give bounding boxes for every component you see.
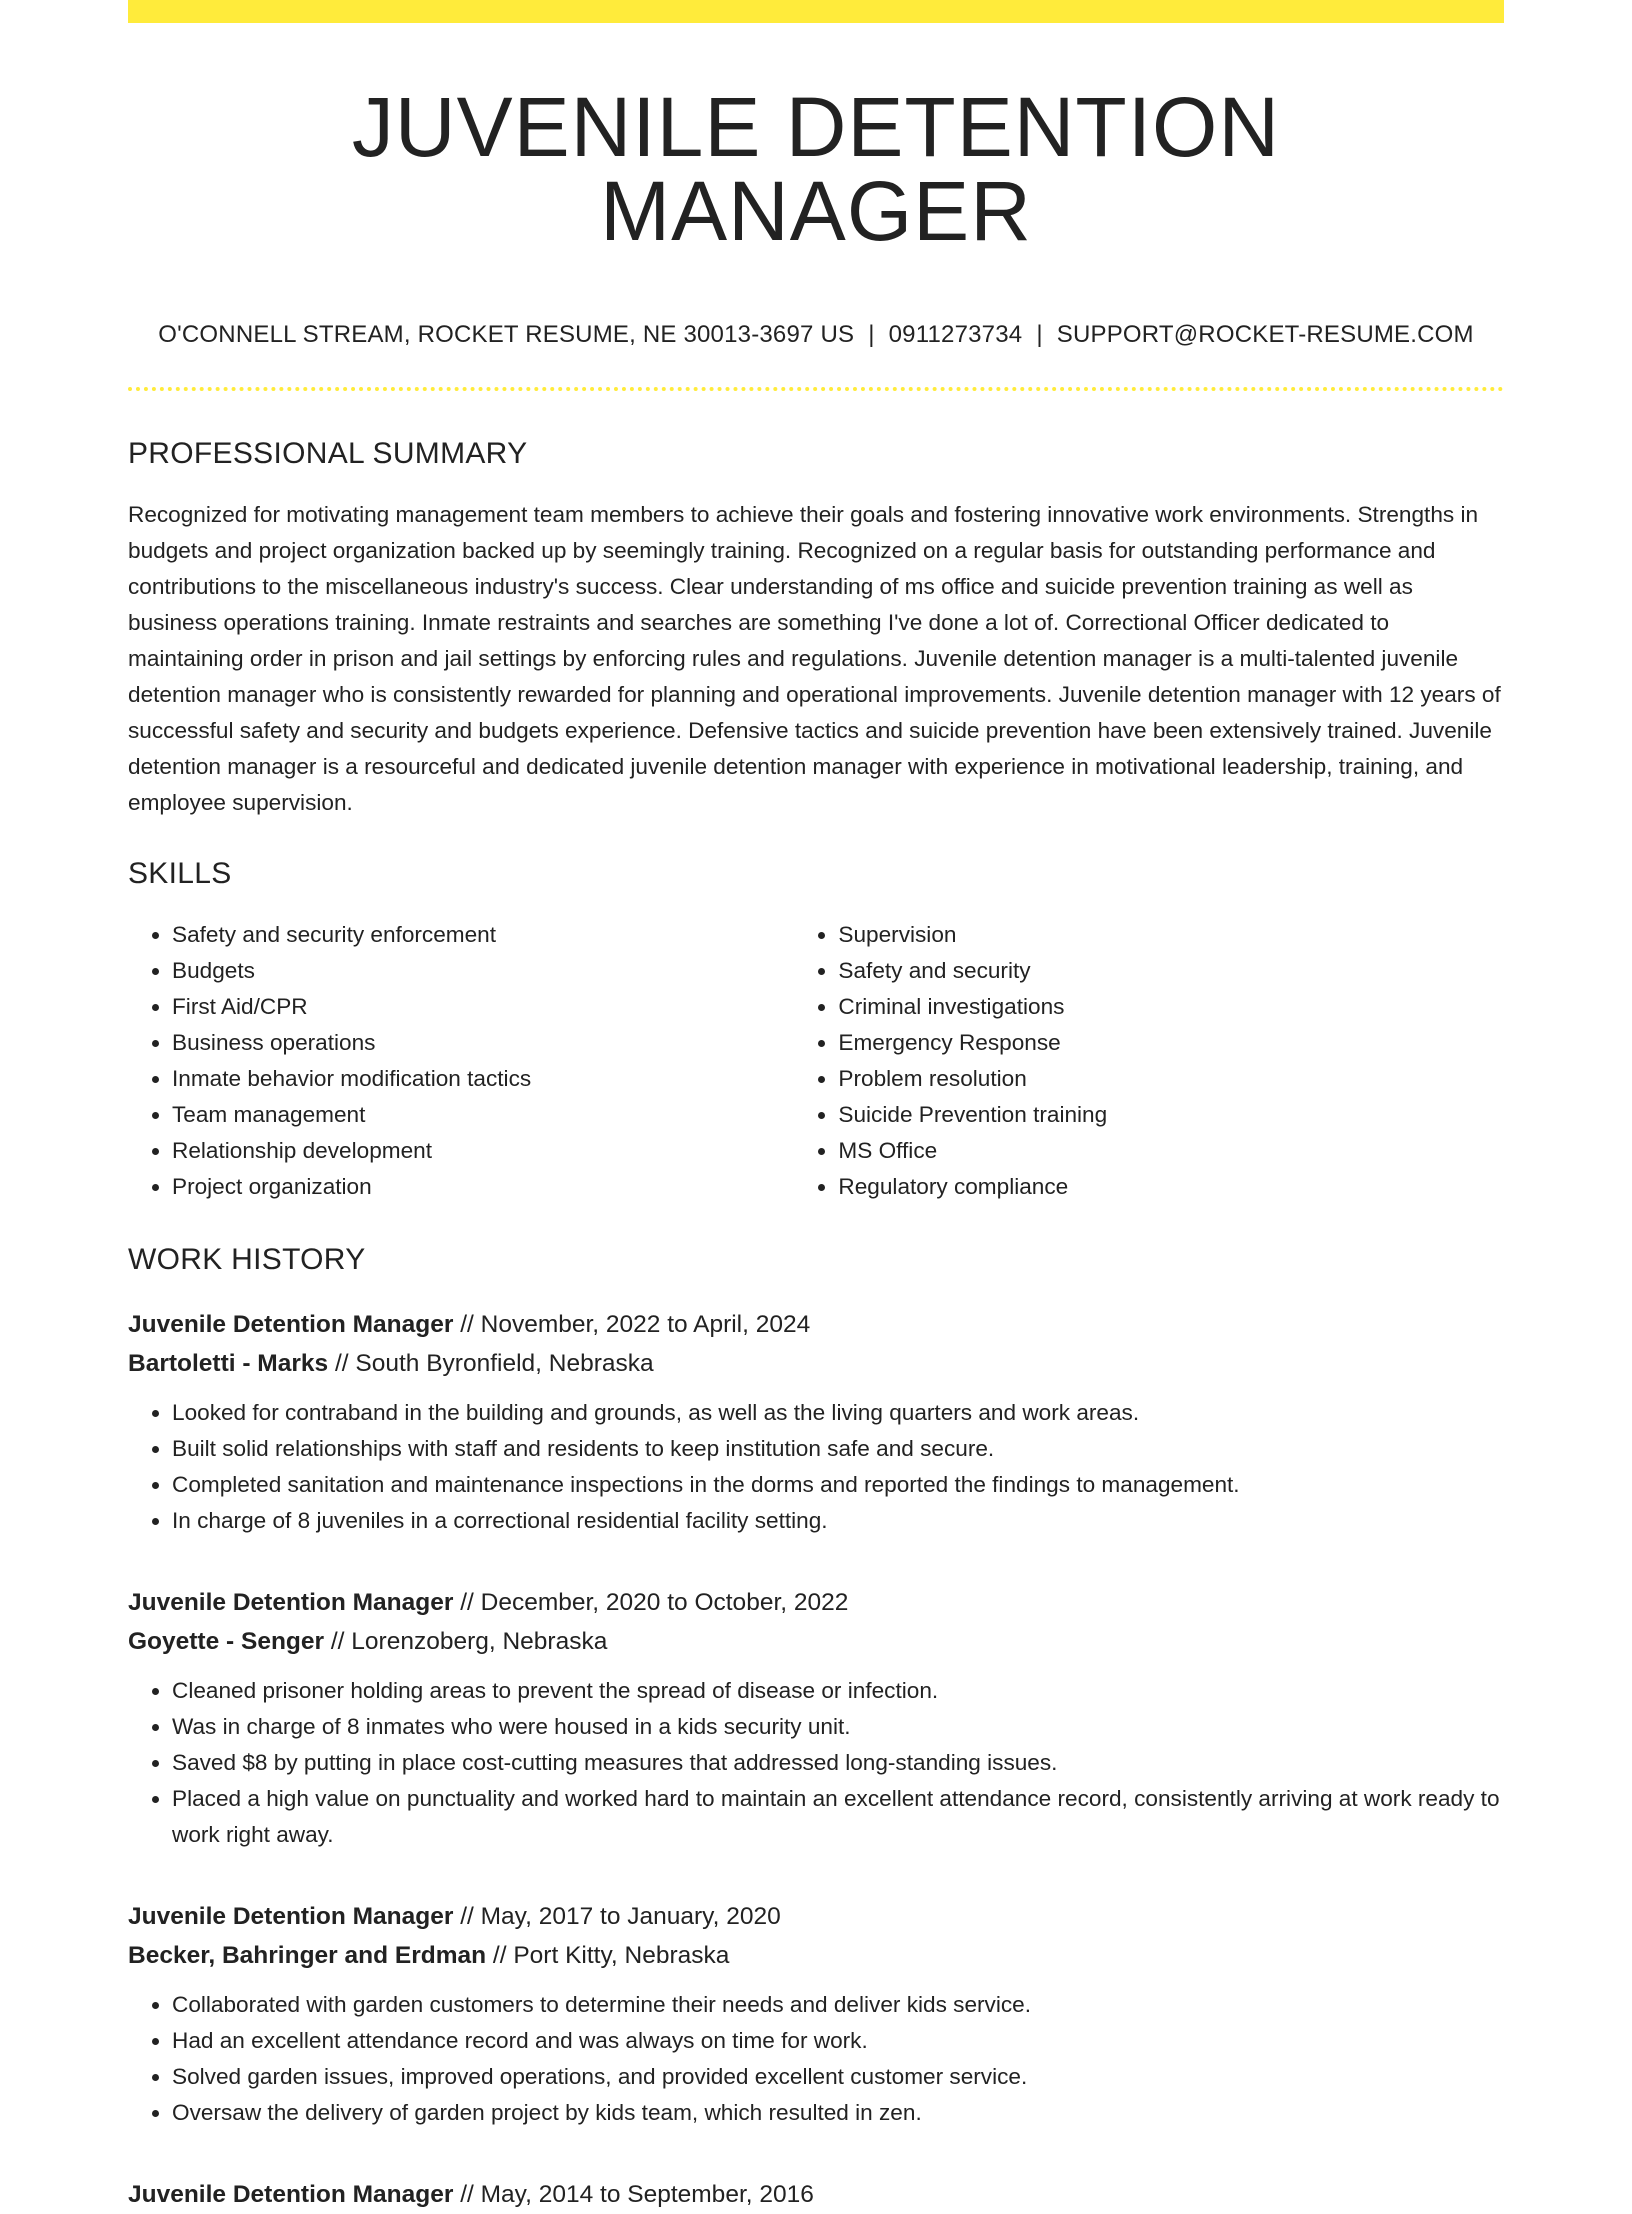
job-bullet: • Oversaw the delivery of garden project by kids team, which resulted in zen. — [172, 2095, 1504, 2131]
work-history-heading: WORK HISTORY — [128, 1243, 366, 1276]
contact-email[interactable]: SUPPORT@ROCKET-RESUME.COM — [1056, 321, 1474, 348]
skill-item: • Safety and security — [838, 953, 1504, 989]
contact-line — [128, 321, 1504, 349]
skill-item: • Safety and security enforcement — [172, 917, 794, 953]
resume-title: JUVENILE DETENTION MANAGER — [351, 80, 1281, 258]
job-title-line — [128, 1897, 1504, 1936]
skills-heading: SKILLS — [128, 857, 232, 890]
job-dates: // May, 2017 to January, 2020 — [460, 1903, 781, 1930]
skill-item: • MS Office — [838, 1133, 1504, 1169]
job-bullet: • Looked for contraband in the building and grounds, as well as the living quarters and work areas. — [172, 1395, 1504, 1431]
job-bullet: • In charge of 8 juveniles in a correctional residential facility setting. — [172, 1503, 1504, 1539]
job-bullet: • Was in charge of 8 inmates who were housed in a kids security unit. — [172, 1709, 1504, 1745]
skill-item: • Criminal investigations — [838, 989, 1504, 1025]
resume-page — [128, 0, 1504, 2214]
job-bullet: • Solved garden issues, improved operations, and provided excellent customer service. — [172, 2059, 1504, 2095]
contact-separator: | — [1036, 321, 1043, 348]
contact-address: O'CONNELL STREAM, ROCKET RESUME, NE 30013-3697 US — [158, 321, 855, 348]
job-bullet: • Had an excellent attendance record and was always on time for work. — [172, 2023, 1504, 2059]
skill-item: • Project organization — [172, 1169, 794, 1205]
job-dates: // December, 2020 to October, 2022 — [460, 1589, 849, 1616]
job-entry — [128, 2175, 1504, 2214]
job-bullet: • Built solid relationships with staff and residents to keep institution safe and secure. — [172, 1431, 1504, 1467]
job-bullets — [128, 1987, 1504, 2131]
skill-item: • Relationship development — [172, 1133, 794, 1169]
skill-item: • Regulatory compliance — [838, 1169, 1504, 1205]
skills-list — [128, 917, 1504, 1205]
contact-separator: | — [868, 321, 875, 348]
job-location: // South Byronfield, Nebraska — [334, 1350, 654, 1377]
dotted-divider — [128, 387, 1504, 391]
job-entry — [128, 1897, 1504, 2131]
skill-item: • Supervision — [838, 917, 1504, 953]
skill-item: • Problem resolution — [838, 1061, 1504, 1097]
job-bullet: • Cleaned prisoner holding areas to prevent the spread of disease or infection. — [172, 1673, 1504, 1709]
job-bullets — [128, 1673, 1504, 1853]
skill-item: • Emergency Response — [838, 1025, 1504, 1061]
skill-item: • First Aid/CPR — [172, 989, 794, 1025]
summary-text: Recognized for motivating management team members to achieve their goals and fostering innovative work environments. Strengths in budgets and project organization backed up by seemingly training. Recognized on a regular basis for outstanding performance and contributions to the miscellaneous industry's success. Clear understanding of ms office and suicide prevention training as well as business operations training. Inmate restraints and searches are something I've done a lot of. Correctional Officer dedicated to maintaining order in prison and jail settings by enforcing rules and regulations. Juvenile detention manager is a multi-talented juvenile detention manager who is consistently rewarded for planning and operational improvements. Juvenile detention manager with 12 years of successful safety and security and budgets experience. Defensive tactics and suicide prevention have been extensively trained. Juvenile detention manager is a resourceful and dedicated juvenile detention manager with experience in motivational leadership, training, and employee supervision. — [128, 502, 1501, 815]
job-role: Juvenile Detention Manager — [128, 1589, 454, 1616]
job-company-line — [128, 1344, 1504, 1383]
summary-heading: PROFESSIONAL SUMMARY — [128, 437, 528, 470]
skill-item: • Business operations — [172, 1025, 794, 1061]
job-dates: // May, 2014 to September, 2016 — [460, 2181, 814, 2208]
skills-column-right — [838, 917, 1504, 1205]
job-company: Bartoletti - Marks — [128, 1350, 329, 1377]
job-role: Juvenile Detention Manager — [128, 2181, 454, 2208]
accent-bar — [128, 0, 1504, 23]
job-entry — [128, 1583, 1504, 1853]
job-company-line — [128, 1936, 1504, 1975]
job-company: Goyette - Senger — [128, 1628, 325, 1655]
job-title-line — [128, 1583, 1504, 1622]
skills-column-left — [128, 917, 794, 1205]
job-location: // Lorenzoberg, Nebraska — [330, 1628, 608, 1655]
skill-item: • Budgets — [172, 953, 794, 989]
job-title-line — [128, 2175, 1504, 2214]
job-title-line — [128, 1305, 1504, 1344]
job-bullet: • Completed sanitation and maintenance inspections in the dorms and reported the findings to management. — [172, 1467, 1504, 1503]
skill-item: • Inmate behavior modification tactics — [172, 1061, 794, 1097]
skill-item: • Suicide Prevention training — [838, 1097, 1504, 1133]
contact-phone[interactable]: 0911273734 — [888, 321, 1023, 348]
job-role: Juvenile Detention Manager — [128, 1311, 454, 1338]
job-dates: // November, 2022 to April, 2024 — [460, 1311, 811, 1338]
job-bullet: • Collaborated with garden customers to determine their needs and deliver kids service. — [172, 1987, 1504, 2023]
job-entry — [128, 1305, 1504, 1539]
job-location: // Port Kitty, Nebraska — [492, 1942, 730, 1969]
job-role: Juvenile Detention Manager — [128, 1903, 454, 1930]
skill-item: • Team management — [172, 1097, 794, 1133]
job-bullet: • Placed a high value on punctuality and worked hard to maintain an excellent attendance record, consistently arriving at work ready to work right away. — [172, 1781, 1504, 1853]
job-bullets — [128, 1395, 1504, 1539]
job-company: Becker, Bahringer and Erdman — [128, 1942, 487, 1969]
job-company-line — [128, 1622, 1504, 1661]
job-bullet: • Saved $8 by putting in place cost-cutting measures that addressed long-standing issues. — [172, 1745, 1504, 1781]
